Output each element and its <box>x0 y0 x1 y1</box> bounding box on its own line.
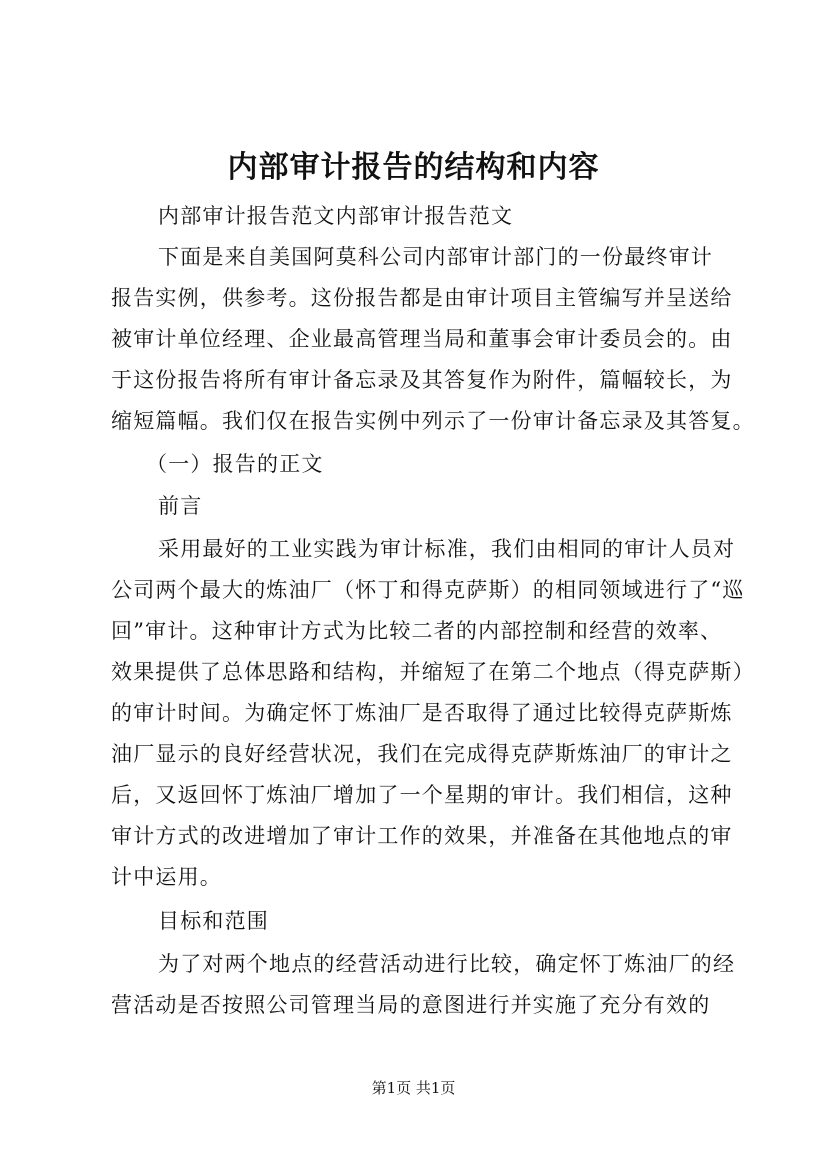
body-line: 报告实例，供参考。这份报告都是由审计项目主管编写并呈送给 <box>111 286 733 310</box>
body-line: 油厂显示的良好经营状况，我们在完成得克萨斯炼油厂的审计之 <box>111 742 733 766</box>
body-line: 于这份报告将所有审计备忘录及其答复作为附件，篇幅较长，为 <box>111 368 733 392</box>
body-line: 回”审计。这种审计方式为比较二者的内部控制和经营的效率、 <box>111 619 723 643</box>
document-title: 内部审计报告的结构和内容 <box>227 150 600 185</box>
body-line: 内部审计报告范文内部审计报告范文 <box>158 204 514 228</box>
body-line: 效果提供了总体思路和结构，并缩短了在第二个地点（得克萨斯） <box>111 660 755 684</box>
page-footer: 第1页 共1页 <box>371 1079 456 1097</box>
subsection-heading: 前言 <box>158 494 203 518</box>
body-line: 营活动是否按照公司管理当局的意图进行并实施了充分有效的 <box>111 993 711 1017</box>
section-heading: （一）报告的正文 <box>146 452 324 476</box>
body-line: 为了对两个地点的经营活动进行比较，确定怀丁炼油厂的经 <box>158 952 736 976</box>
body-line: 被审计单位经理、企业最高管理当局和董事会审计委员会的。由 <box>111 327 733 351</box>
body-line: 计中运用。 <box>111 865 222 889</box>
body-line: 采用最好的工业实践为审计标准，我们由相同的审计人员对 <box>158 537 736 561</box>
body-line: 缩短篇幅。我们仅在报告实例中列示了一份审计备忘录及其答复。 <box>111 409 755 433</box>
body-line: 公司两个最大的炼油厂（怀丁和得克萨斯）的相同领域进行了“巡 <box>111 578 745 602</box>
body-line: 后，又返回怀丁炼油厂增加了一个星期的审计。我们相信，这种 <box>111 783 733 807</box>
subsection-heading: 目标和范围 <box>158 909 269 933</box>
body-line: 审计方式的改进增加了审计工作的效果，并准备在其他地点的审 <box>111 824 733 848</box>
body-line: 的审计时间。为确定怀丁炼油厂是否取得了通过比较得克萨斯炼 <box>111 701 733 725</box>
body-line: 下面是来自美国阿莫科公司内部审计部门的一份最终审计 <box>158 245 713 269</box>
